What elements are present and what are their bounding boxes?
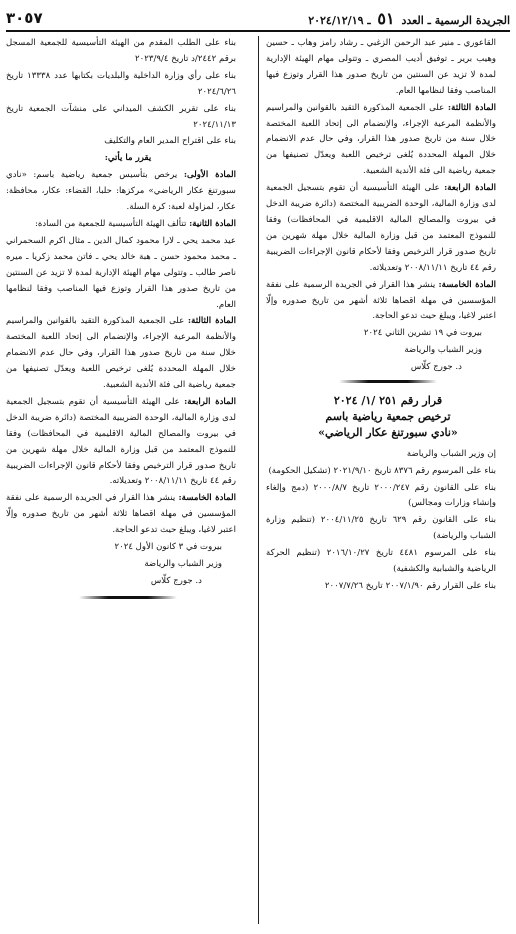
- legal-basis: بناء على اقتراح المدير العام والتكليف: [104, 136, 236, 147]
- decision-number: قرار رقم ٢٥١ /١/ ٢٠٢٤: [333, 394, 443, 408]
- minister-name: د. جورج كلّاس: [150, 575, 202, 586]
- founders-list: عيد محمد يحي ـ لارا محمود كمال الدين ـ مثال اكرم السحمراني ـ محمد محمود حسن ـ هبة خالد يحي ـ فاتن محمد زكريا ـ ميره ناصر طالب ـ وتتولى مهام الهيئة الإدارية لمدة لا تزيد عن السنتين من تاريخ صدور هذا القرار وتوزع فيها المناصب وفقا لنظامها العام.: [6, 235, 236, 310]
- separator-line: [79, 596, 177, 599]
- article-text: على الهيئة التأسيسية أن تقوم بتسجيل الجمعية لدى وزارة المالية، الوحدة الضريبية المختصة (دائرة ضريبة الدخل في بيروت والمصالح المالية الاقليمية في المحافظات) وفقا للنموذج المعتمد من قبل وزارة المالية خلال مهلة شهرين من تاريخ صدور قرار الترخيص وفقا لأحكام قانون الإجراءات الضريبية رقم ٤٤ تاريخ ٢٠٠٨/١١/١١ وتعديلاته.: [6, 396, 236, 487]
- decision-intro: إن وزير الشباب والرياضة: [406, 448, 496, 459]
- article-4: [6, 395, 250, 490]
- right-column: [266, 36, 510, 930]
- journal-title: [308, 9, 510, 28]
- article-label: المادة الثانية:: [189, 218, 236, 229]
- legal-basis: بناء على القانون رقم ٢٠٠٠/٢٤٧ تاريخ ٢٠٠٠/٨/٧ (دمج وإلغاء وإنشاء وزارات ومجالس): [266, 482, 496, 509]
- legal-basis: بناء على تقرير الكشف الميداني على منشآت الجمعية تاريخ ٢٠٢٤/١١/١٣: [6, 103, 236, 130]
- article-label: المادة الخامسة:: [438, 279, 497, 290]
- legal-basis: بناء على القرار رقم ٢٠٠٧/١/٩٠ تاريخ ٢٠٠٧/٧/٢٦: [324, 581, 496, 591]
- minister-name: د. جورج كلّاس: [410, 362, 462, 373]
- article-label: المادة الرابعة:: [184, 396, 236, 407]
- left-column: [6, 36, 250, 930]
- legal-basis: بناء على القانون رقم ٦٢٩ تاريخ ٢٠٠٤/١١/٢٥ (تنظيم وزارة الشباب والرياضة): [266, 515, 496, 542]
- article-text: على الهيئة التأسيسية أن تقوم بتسجيل الجمعية لدى وزارة المالية، الوحدة الضريبية المختصة (دائرة ضريبة الدخل في بيروت والمصالح المالية الاقليمية في المحافظات) وفقا للنموذج المعتمد من قبل وزارة المالية خلال مهلة شهرين من تاريخ صدور قرار الترخيص وفقا لأحكام قانون الإجراءات الضريبية رقم ٤٤ تاريخ ٢٠٠٨/١١/١١ وتعديلاته.: [266, 183, 496, 273]
- article-label: المادة الخامسة:: [178, 493, 237, 504]
- article-5: [6, 491, 250, 539]
- article-3: [6, 314, 250, 394]
- page-header: [6, 6, 510, 32]
- article-text: يرخص بتأسيس جمعية رياضية باسم: «نادي سبورتنغ عكار الرياضي» مركزها: حلبا، القضاء: عكار، محافظة: عكار، لمزاولة لعبة: كرة السلة.: [6, 170, 236, 213]
- paragraph: القاعوري ـ منير عبد الرحمن الزغبي ـ رشاد رامز وهاب ـ حسين وهيب برير ـ توفيق أديب المصري ـ وتتولى مهام الهيئة الإدارية لمدة لا تزيد عن السنتين من تاريخ صدور هذا القرار وتوزع فيها المناصب وفقا لنظامها العام.: [266, 38, 496, 96]
- legal-basis: بناء على الطلب المقدم من الهيئة التأسيسية للجمعية المسجل برقم ٢٤٤٢/د تاريخ ٢٠٢٣/٩/٤: [6, 38, 236, 64]
- column-divider: [258, 36, 259, 924]
- article-text: تتألف الهيئة التأسيسية للجمعية من السادة:: [34, 218, 187, 229]
- article-text: على الجمعية المذكورة التقيد بالقوانين والمراسيم والأنظمة المرعية الإجراء، والإنضمام الى إتحاد اللعبة المختصة خلال سنة من تاريخ صدور هذا القرار، وفي حال عدم الانضمام خلال المهلة المحددة يُلغى ترخيص اللعبة ويعدّل تصنيفها من جمعية رياضية الى فئة الأندية الشعبية.: [266, 102, 496, 177]
- minister-title: وزير الشباب والرياضة: [144, 559, 222, 569]
- place-date: بيروت في ١٩ تشرين الثاني ٢٠٢٤: [363, 328, 482, 339]
- article-4: [266, 181, 510, 276]
- page-number: ٣٠٥٧: [6, 9, 43, 27]
- article-text: ينشر هذا القرار في الجريدة الرسمية على نفقة المؤسسين في مهلة اقصاها ثلاثة أشهر من تاريخ صدوره وإلّا اعتبر لاغيا، ويبلغ حيث تدعو الحاجة.: [266, 279, 496, 322]
- legal-basis: بناء على المرسوم رقم ٨٣٧٦ تاريخ ٢٠٢١/٩/١٠ (تشكيل الحكومة): [268, 465, 496, 476]
- article-label: المادة الرابعة:: [444, 183, 496, 194]
- article-2: [6, 217, 250, 233]
- issue-number: ٥١: [377, 8, 395, 28]
- decision-heading: [266, 393, 510, 441]
- legal-basis: بناء على المرسوم ٤٤٨١ تاريخ ٢٠١٦/١٠/٢٧ (تنظيم الحركة الرياضية والشبابية والكشفية): [266, 548, 496, 575]
- legal-basis: بناء على رأي وزارة الداخلية والبلديات بكتابها عدد ١٣٣٣٨ تاريخ ٢٠٢٤/٦/٢٦: [6, 70, 236, 97]
- decision-subject: ترخيص جمعية رياضية باسم: [325, 409, 451, 423]
- article-label: المادة الأولى:: [183, 170, 236, 181]
- separator-line: [339, 380, 437, 383]
- article-label: المادة الثالثة:: [187, 316, 236, 327]
- journal-name: الجريدة الرسمية ـ العدد: [401, 13, 510, 27]
- article-text: على الجمعية المذكورة التقيد بالقوانين والمراسيم والأنظمة المرعية الإجراء، والإنضمام الى إتحاد اللعبة المختصة خلال سنة من تاريخ صدور هذا القرار، وفي حال عدم الانضمام خلال المهلة المحددة يُلغى ترخيص اللعبة ويعدّل تصنيفها من جمعية رياضية الى فئة الأندية الشعبية.: [6, 316, 236, 391]
- minister-title: وزير الشباب والرياضة: [404, 345, 482, 356]
- article-label: المادة الثالثة:: [447, 102, 496, 113]
- article-5: [266, 278, 510, 326]
- article-3: [266, 101, 510, 181]
- article-1: [6, 168, 250, 216]
- decision-club-name: «نادي سبورتنغ عكار الرياضي»: [318, 425, 458, 439]
- article-text: ينشر هذا القرار في الجريدة الرسمية على نفقة المؤسسين في مهلة اقصاها ثلاثة أشهر من تاريخ صدوره وإلّا اعتبر لاغيا، ويبلغ حيث تدعو الحاجة.: [6, 493, 236, 536]
- place-date: بيروت في ٣ كانون الأول ٢٠٢٤: [114, 542, 222, 553]
- decides-heading: يقرر ما يأتي:: [104, 153, 152, 164]
- issue-date: ـ ٢٠٢٤/١٢/١٩: [308, 13, 371, 27]
